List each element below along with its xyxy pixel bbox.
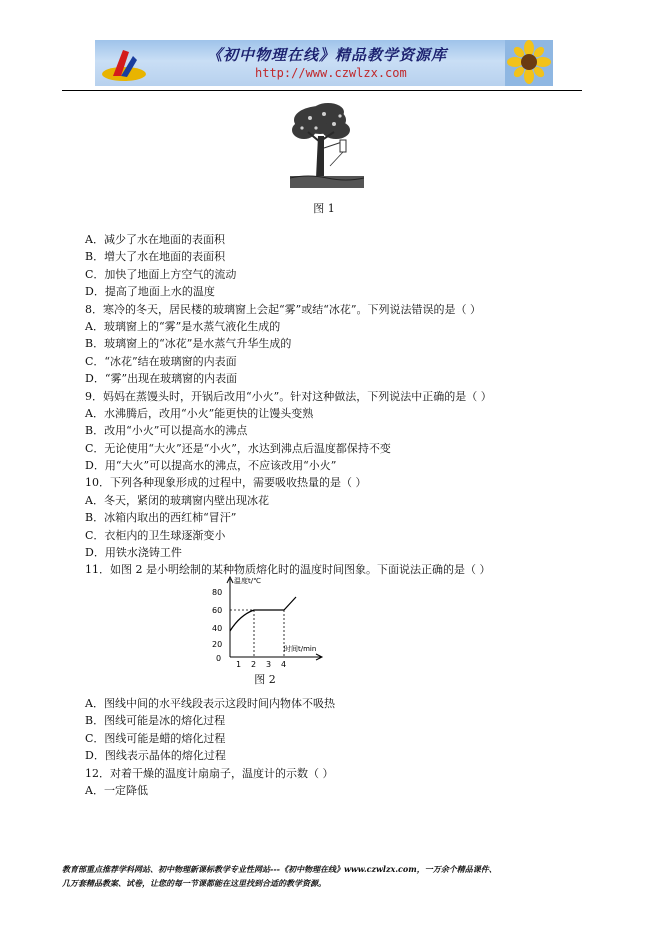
y-axis-label: 温度t/℃ xyxy=(234,577,261,585)
question-10: 10．下列各种现象形成的过程中，需要吸收热量的是（ ） xyxy=(85,476,367,490)
x-tick-label: 3 xyxy=(266,660,272,668)
text-line: C．衣柜内的卫生球逐渐变小 xyxy=(85,528,226,542)
text-line: D．“雾”出现在玻璃窗的内表面 xyxy=(85,372,238,386)
figure-2-caption: 图 2 xyxy=(254,673,276,686)
y-tick-label: 40 xyxy=(212,624,223,633)
text-line: D．图线表示晶体的熔化过程 xyxy=(85,749,226,763)
text-line: C．无论使用“大火”还是“小火”，水达到沸点后温度都保持不变 xyxy=(85,441,391,455)
question-11: 11．如图 2 是小明绘制的某种物质熔化时的温度时间图象。下面说法正确的是（ ） xyxy=(85,563,491,577)
text-line: A．玻璃窗上的“雾”是水蒸气液化生成的 xyxy=(85,319,281,333)
site-logo-icon xyxy=(99,44,149,84)
text-line: A．减少了水在地面的表面积 xyxy=(85,233,225,246)
text-line: B．冰箱内取出的西红柿“冒汗” xyxy=(85,511,237,525)
x-tick-label: 4 xyxy=(281,660,287,668)
text-line: A．一定降低 xyxy=(85,783,148,797)
question-12: 12．对着干燥的温度计扇扇子，温度计的示数（ ） xyxy=(85,766,334,780)
y-tick-label: 0 xyxy=(216,654,222,663)
question-text-block xyxy=(85,231,585,579)
text-line: A．图线中间的水平线段表示这段时间内物体不吸热 xyxy=(85,697,335,710)
text-line: D．提高了地面上水的温度 xyxy=(85,285,215,299)
banner-title: 《初中物理在线》精品教学资源库 xyxy=(207,46,448,64)
x-axis-label: 时间t/min xyxy=(284,645,317,653)
text-line: B．增大了水在地面的表面积 xyxy=(85,250,226,264)
footer-line-1: 教育部重点推荐学科网站、初中物理新课标教学专业性网站---《初中物理在线》www.czwlzx.com，一万余个精品课件、 xyxy=(62,864,497,874)
sunflower-icon xyxy=(505,40,553,86)
x-tick-label: 2 xyxy=(251,660,257,668)
page-footer xyxy=(62,862,602,890)
text-line: C．“冰花”结在玻璃窗的内表面 xyxy=(85,354,237,368)
text-line: A．水沸腾后，改用“小火”能更快的让馒头变熟 xyxy=(85,406,314,420)
figure-2-melting-graph xyxy=(206,573,326,668)
question-text-block-2 xyxy=(85,695,585,799)
figure-1-caption: 图 1 xyxy=(313,202,335,215)
header-banner xyxy=(95,40,553,86)
text-line: D．用铁水浇铸工件 xyxy=(85,546,182,560)
text-line: D．用“大火”可以提高水的沸点，不应该改用“小火” xyxy=(85,459,337,473)
y-tick-label: 60 xyxy=(212,606,223,615)
header-divider xyxy=(62,90,582,91)
question-8: 8．寒冷的冬天，居民楼的玻璃窗上会起“雾”或结“冰花”。下列说法错误的是（ ） xyxy=(85,302,481,316)
banner-url[interactable]: http://www.czwlzx.com xyxy=(255,66,407,80)
x-tick-label: 1 xyxy=(236,660,242,668)
y-tick-label: 80 xyxy=(212,588,223,597)
text-line: A．冬天，紧闭的玻璃窗内壁出现冰花 xyxy=(85,493,269,507)
figure-1-tree-drip-illustration xyxy=(290,102,364,188)
text-line: C．加快了地面上方空气的流动 xyxy=(85,267,237,281)
text-line: C．图线可能是蜡的熔化过程 xyxy=(85,731,226,745)
footer-line-2: 几万套精品教案、试卷，让您的每一节课都能在这里找到合适的教学资源。 xyxy=(62,878,326,888)
question-9: 9．妈妈在蒸馒头时，开锅后改用“小火”。针对这种做法，下列说法中正确的是（ ） xyxy=(85,389,492,403)
temperature-curve xyxy=(230,597,296,631)
text-line: B．图线可能是冰的熔化过程 xyxy=(85,714,226,728)
text-line: B．改用“小火”可以提高水的沸点 xyxy=(85,424,248,438)
text-line: B．玻璃窗上的“冰花”是水蒸气升华生成的 xyxy=(85,337,292,351)
y-tick-label: 20 xyxy=(212,640,223,649)
